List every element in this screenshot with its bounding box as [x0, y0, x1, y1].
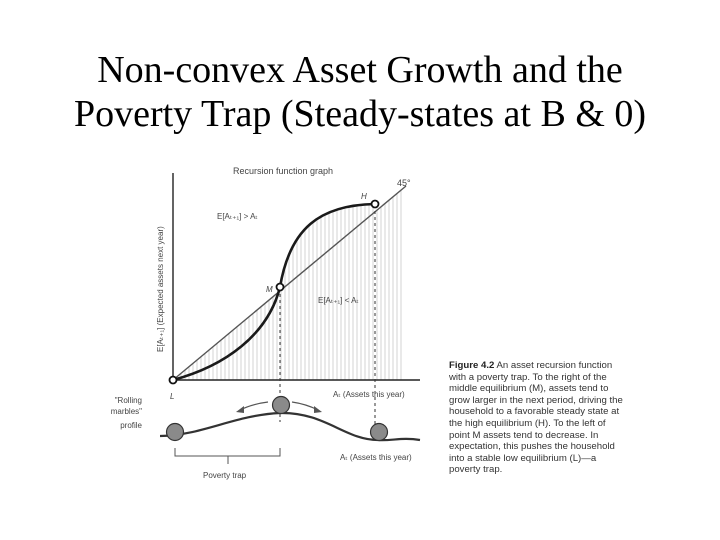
- point-h-marker: [372, 201, 379, 208]
- marble-m: [273, 397, 290, 414]
- caption-heading: Figure 4.2: [449, 360, 495, 371]
- point-m-marker: [277, 284, 284, 291]
- label-point-m: M: [266, 285, 273, 294]
- y-axis-label: E[Aₜ₊₁] (Expected assets next year): [156, 226, 165, 352]
- line-45-degree: [173, 186, 406, 380]
- arrow-left: [240, 402, 268, 410]
- marble-h: [371, 424, 388, 441]
- label-point-l: L: [170, 392, 175, 401]
- figure-caption: [449, 360, 629, 476]
- poverty-trap-bracket: [175, 448, 280, 464]
- x-axis-label-bottom: Aₜ (Assets this year): [340, 453, 412, 462]
- slide-title-line-1: Non-convex Asset Growth and the: [97, 49, 623, 91]
- profile-label-line-2: marbles": [110, 407, 142, 416]
- graph-title: Recursion function graph: [233, 166, 334, 176]
- profile-label-line-3: profile: [120, 421, 142, 430]
- profile-label-line-1: "Rolling: [114, 396, 142, 405]
- point-l-marker: [170, 377, 177, 384]
- label-point-h: H: [361, 192, 367, 201]
- caption-text: An asset recursion function with a poverty trap. To the right of the middle equilibrium (M), assets tend to grow larger in the next period, driving the household to a favorable steady state at the high equilibrium (H). To the left of point M assets tend to decrease. In expectation, this pushes the household into a stable low equilibrium (L)—a poverty trap.: [449, 360, 623, 476]
- arrow-left-head: [236, 406, 244, 413]
- poverty-trap-label: Poverty trap: [203, 471, 247, 480]
- marble-l: [167, 424, 184, 441]
- x-axis-label: Aₜ (Assets this year): [333, 390, 405, 399]
- slide-title-line-2: Poverty Trap (Steady-states at B & 0): [73, 93, 647, 135]
- region-above-label: E[Aₜ₊₁] > Aₜ: [217, 212, 258, 221]
- arrow-right-head: [314, 406, 322, 413]
- label-45-degree: 45°: [397, 178, 411, 188]
- region-below-label: E[Aₜ₊₁] < Aₜ: [318, 296, 359, 305]
